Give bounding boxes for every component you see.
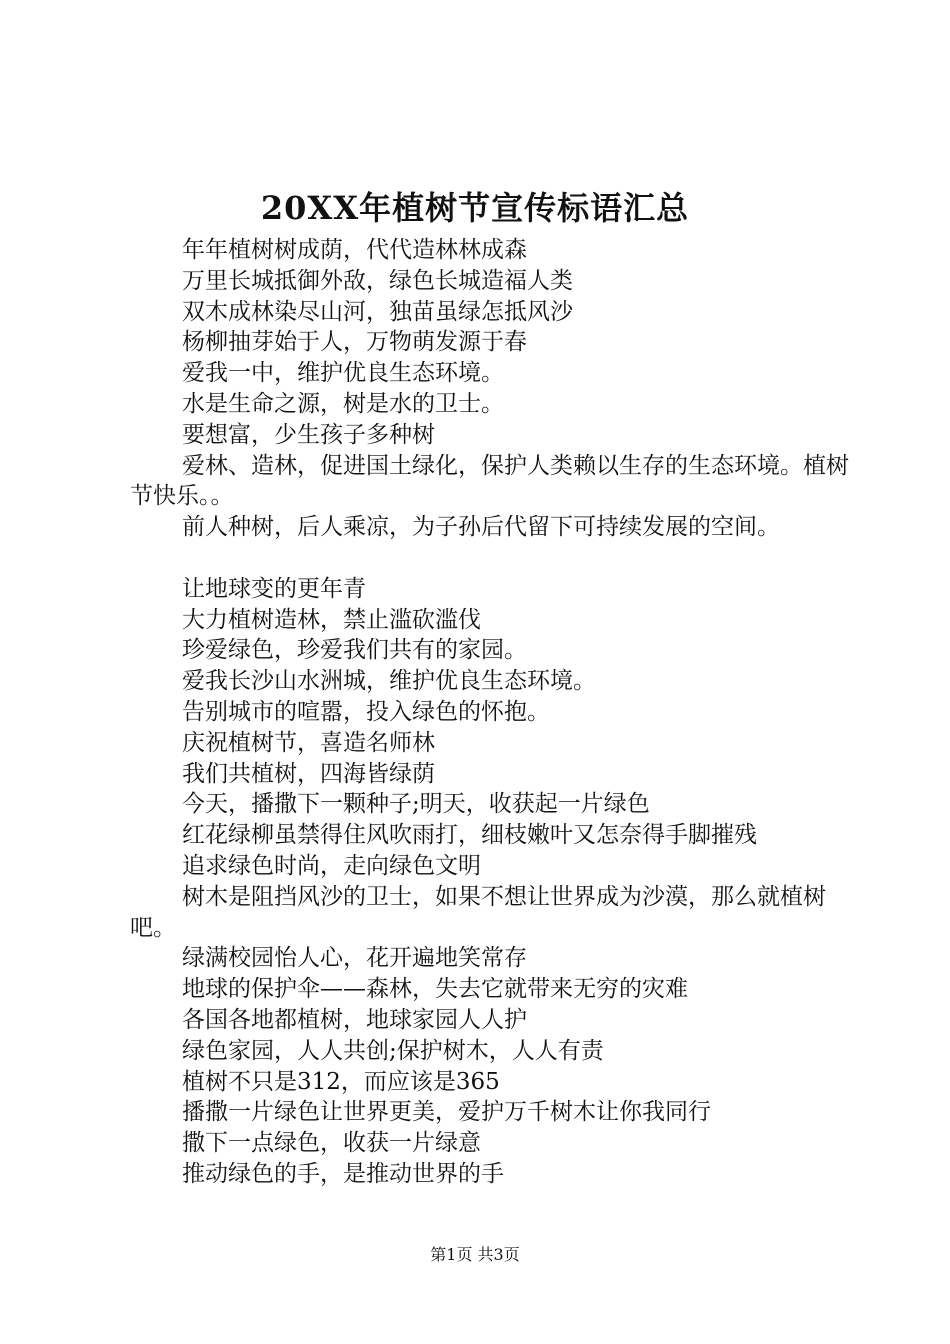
paragraph: 年年植树树成荫，代代造林林成森: [182, 237, 527, 263]
paragraph: 双木成林染尽山河，独苗虽绿怎抵风沙: [182, 298, 573, 325]
paragraph: 播撒一片绿色让世界更美，爱护万千树木让你我同行: [182, 1099, 711, 1126]
paragraph: 树木是阻挡风沙的卫士，如果不想让世界成为沙漠，那么就植树吧。: [130, 883, 826, 941]
page-footer: 第1页 共3页: [430, 1245, 520, 1264]
paragraph: 要想富，少生孩子多种树: [182, 421, 435, 448]
paragraph: 植树不只是312，而应该是365: [182, 1068, 500, 1095]
paragraph: 庆祝植树节，喜造名师林: [182, 729, 435, 756]
paragraph: 爱我长沙山水洲城，维护优良生态环境。: [182, 668, 596, 695]
paragraph: 杨柳抽芽始于人，万物萌发源于春: [182, 329, 527, 356]
paragraph: 各国各地都植树，地球家园人人护: [182, 1006, 527, 1033]
paragraph: 让地球变的更年青: [182, 575, 366, 602]
paragraph: 绿满校园怡人心，花开遍地笑常存: [182, 945, 527, 972]
blank-line: [130, 543, 850, 574]
paragraph: 爱我一中，维护优良生态环境。: [182, 360, 504, 387]
paragraph: 今天，播撒下一颗种子;明天，收获起一片绿色: [182, 791, 650, 818]
document-body: [130, 235, 850, 1190]
paragraph: 绿色家园，人人共创;保护树木，人人有责: [182, 1037, 604, 1064]
paragraph: 珍爱绿色，珍爱我们共有的家园。: [182, 637, 527, 664]
document-title: 20XX年植树节宣传标语汇总: [260, 189, 690, 227]
paragraph: 地球的保护伞——森林，失去它就带来无穷的灾难: [182, 976, 688, 1003]
paragraph: 爱林、造林，促进国土绿化，保护人类赖以生存的生态环境。植树节快乐。。: [130, 452, 849, 510]
paragraph: 推动绿色的手，是推动世界的手: [182, 1160, 504, 1187]
paragraph: 追求绿色时尚，走向绿色文明: [182, 852, 481, 879]
paragraph: 大力植树造林，禁止滥砍滥伐: [182, 606, 481, 633]
paragraph: 前人种树，后人乘凉，为子孙后代留下可持续发展的空间。: [182, 514, 780, 541]
paragraph: 万里长城抵御外敌，绿色长城造福人类: [182, 267, 573, 294]
paragraph: 我们共植树，四海皆绿荫: [182, 760, 435, 787]
paragraph: 水是生命之源，树是水的卫士。: [182, 390, 504, 417]
paragraph: 红花绿柳虽禁得住风吹雨打，细枝嫩叶又怎奈得手脚摧残: [182, 822, 757, 849]
paragraph: 撒下一点绿色，收获一片绿意: [182, 1130, 481, 1157]
paragraph: 告别城市的喧嚣，投入绿色的怀抱。: [182, 698, 550, 725]
